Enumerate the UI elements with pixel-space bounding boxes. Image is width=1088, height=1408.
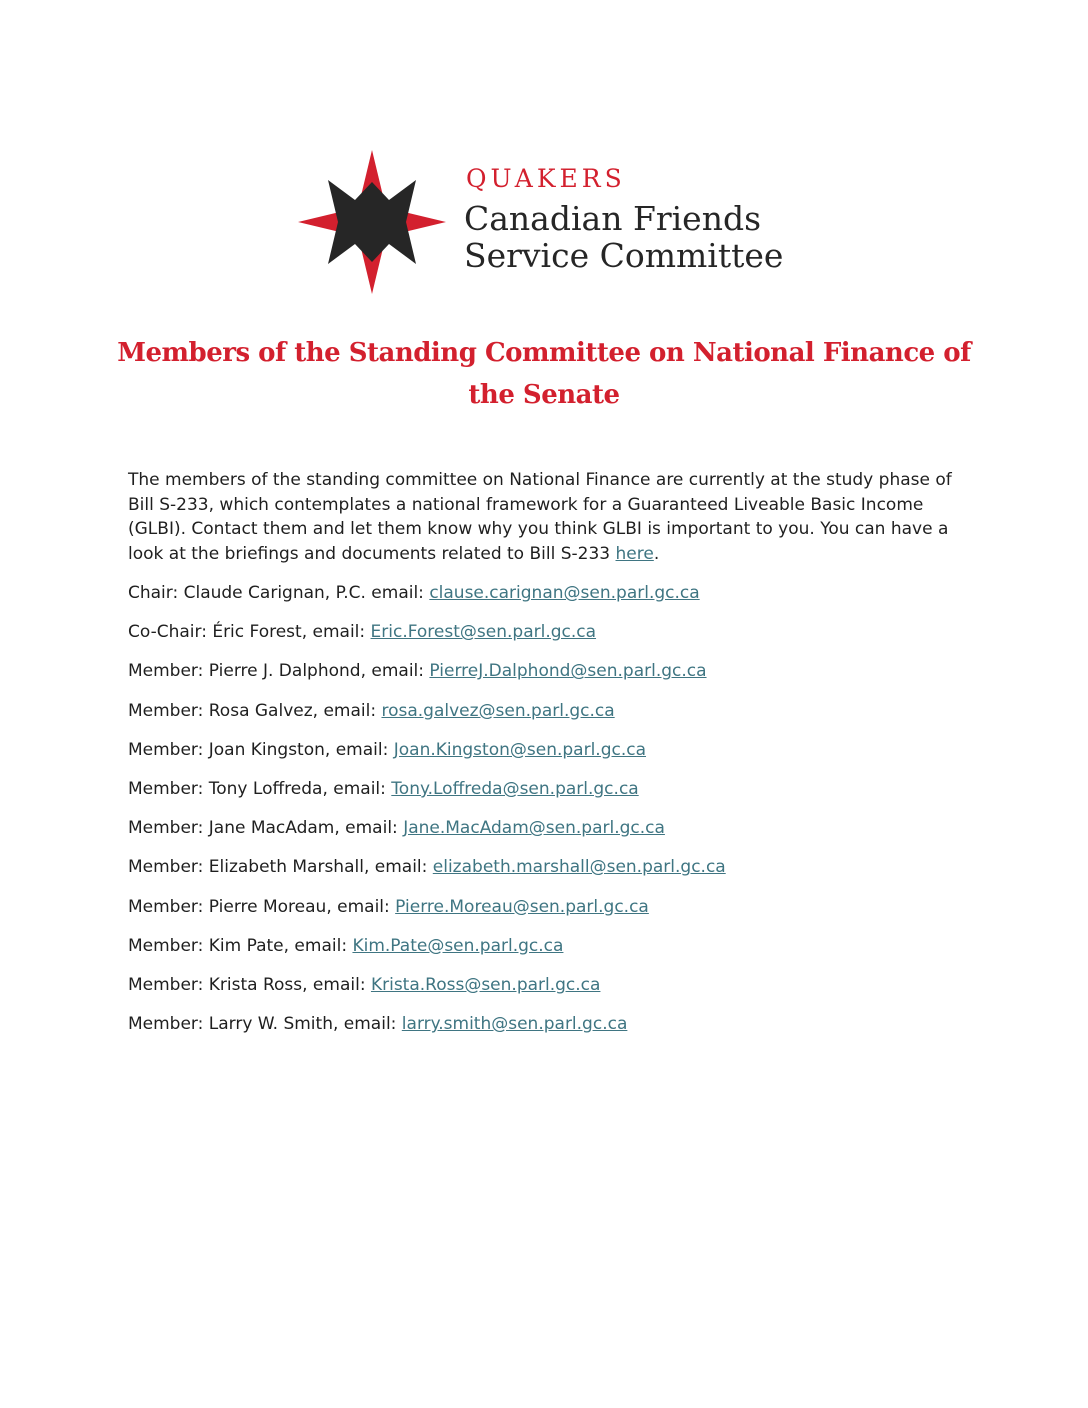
cfsc-logo xyxy=(296,146,816,298)
member-label: Member: Pierre Moreau, email: xyxy=(128,896,396,917)
intro-trailing: . xyxy=(653,543,660,564)
member-item xyxy=(128,698,968,737)
member-label: Member: Rosa Galvez, email: xyxy=(128,700,382,721)
compass-star-icon xyxy=(296,146,448,298)
member-email-link[interactable]: rosa.galvez@sen.parl.gc.ca xyxy=(381,700,615,721)
briefings-link[interactable]: here xyxy=(615,543,654,564)
member-item xyxy=(128,619,968,658)
member-email-link[interactable]: elizabeth.marshall@sen.parl.gc.ca xyxy=(432,857,726,878)
member-email-link[interactable]: Kim.Pate@sen.parl.gc.ca xyxy=(352,935,564,956)
member-email-link[interactable]: clause.carignan@sen.parl.gc.ca xyxy=(429,583,700,603)
logo-quakers-text: QUAKERS xyxy=(466,164,626,193)
page-title: Members of the Standing Committee on National Finance of the Senate xyxy=(117,338,971,410)
member-label: Member: Krista Ross, email: xyxy=(128,974,371,995)
member-label: Member: Elizabeth Marshall, email: xyxy=(128,857,433,878)
member-label: Chair: Claude Carignan, P.C. email: xyxy=(128,583,430,603)
logo-name-line2: Service Committee xyxy=(464,236,784,275)
star-black-center xyxy=(328,180,416,264)
intro-text: The members of the standing committee on National Finance are currently at the study phase of Bill S-233, which contemplates a national framework for a Guaranteed Liveable Basic Income (GLBI). Contact them and let them know why you think GLBI is important to you. You can have a look at the briefings and documents related to Bill S-233 xyxy=(128,470,952,564)
member-label: Member: Larry W. Smith, email: xyxy=(128,1014,402,1035)
member-item xyxy=(128,854,968,893)
logo-name-line1: Canadian Friends xyxy=(464,199,762,238)
member-item xyxy=(128,894,968,933)
members-list xyxy=(128,580,968,1050)
intro-paragraph xyxy=(128,468,968,566)
member-email-link[interactable]: Joan.Kingston@sen.parl.gc.ca xyxy=(393,739,647,760)
logo-organization-name xyxy=(464,200,783,274)
member-email-link[interactable]: Krista.Ross@sen.parl.gc.ca xyxy=(370,974,601,995)
member-item xyxy=(128,933,968,972)
member-label: Co-Chair: Éric Forest, email: xyxy=(128,622,371,643)
member-email-link[interactable]: Jane.MacAdam@sen.parl.gc.ca xyxy=(403,818,665,839)
member-email-link[interactable]: Pierre.Moreau@sen.parl.gc.ca xyxy=(395,896,649,917)
member-label: Member: Pierre J. Dalphond, email: xyxy=(128,661,430,682)
member-email-link[interactable]: Tony.Loffreda@sen.parl.gc.ca xyxy=(391,778,639,799)
member-label: Member: Kim Pate, email: xyxy=(128,935,353,956)
member-item xyxy=(128,1011,968,1050)
member-email-link[interactable]: larry.smith@sen.parl.gc.ca xyxy=(401,1014,628,1035)
member-item xyxy=(128,737,968,776)
member-email-link[interactable]: PierreJ.Dalphond@sen.parl.gc.ca xyxy=(429,661,707,682)
member-item xyxy=(128,815,968,854)
member-item xyxy=(128,776,968,815)
member-email-link[interactable]: Eric.Forest@sen.parl.gc.ca xyxy=(370,622,597,643)
member-label: Member: Tony Loffreda, email: xyxy=(128,778,392,799)
member-label: Member: Joan Kingston, email: xyxy=(128,739,394,760)
member-label: Member: Jane MacAdam, email: xyxy=(128,818,404,839)
member-item xyxy=(128,658,968,697)
member-item xyxy=(128,972,968,1011)
member-item xyxy=(128,580,968,619)
